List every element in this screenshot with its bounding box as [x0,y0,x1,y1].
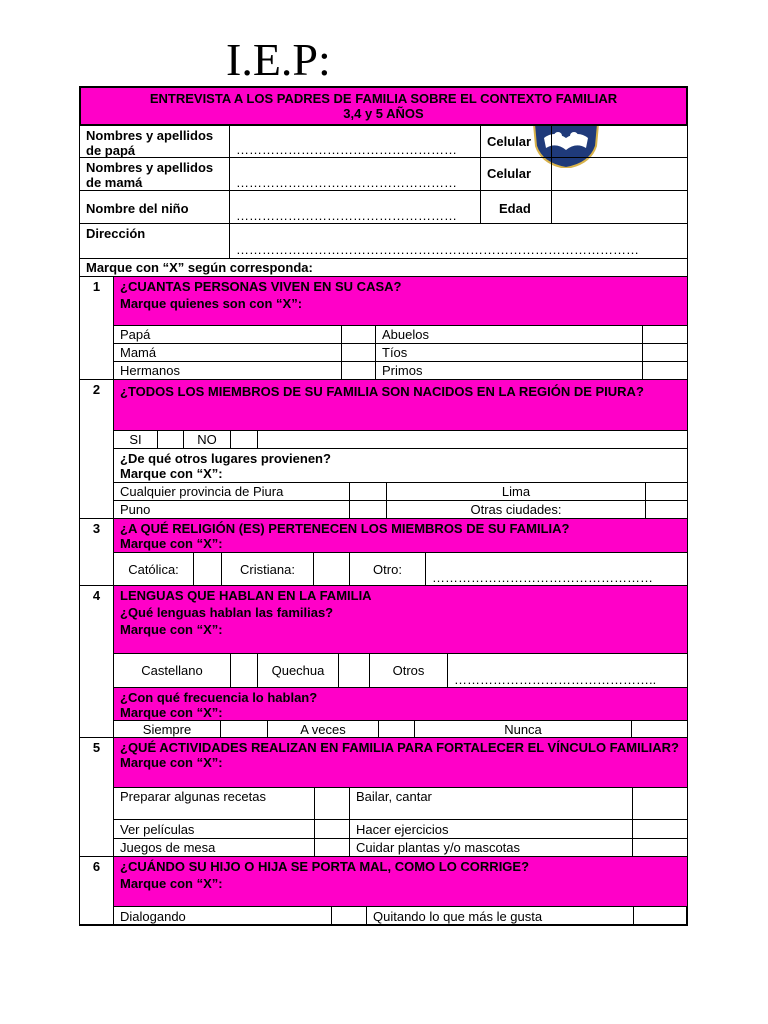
q6-check-quitando[interactable] [633,906,688,926]
q3-otro-field[interactable]: …………………………………………… [425,552,688,586]
q1-check-primos[interactable] [642,361,688,380]
q3-header: ¿A QUÉ RELIGIÓN (ES) PERTENECEN LOS MIEMBROS DE SU FAMILIA? Marque con “X”: [113,518,688,553]
papa-celular-field[interactable] [551,125,688,158]
papa-celular-label: Celular [480,125,552,158]
q5-option-plantas: Cuidar plantas y/o mascotas [349,838,633,857]
q3-option-cristiana: Cristiana: [221,552,314,586]
nino-label: Nombre del niño [79,190,230,224]
q5-check-recetas[interactable] [314,787,350,820]
q2-check-no[interactable] [230,430,258,449]
q1-option-primos: Primos [375,361,643,380]
q5-check-peliculas[interactable] [314,819,350,839]
q2-option-lima: Lima [386,482,646,501]
q2-check-puno[interactable] [349,500,387,519]
q3-option-otro: Otro: [349,552,426,586]
q4-option-nunca: Nunca [414,720,632,738]
q2-option-no: NO [183,430,231,449]
q6-check-dialogando[interactable] [331,906,367,926]
q2-option-puno: Puno [113,500,350,519]
q4-option-castellano: Castellano [113,653,231,688]
q1-check-tios[interactable] [642,343,688,362]
q4-frequency-header: ¿Con qué frecuencia lo hablan? Marque con “X”: [113,687,688,721]
form-title-line1: ENTREVISTA A LOS PADRES DE FAMILIA SOBRE EL CONTEXTO FAMILIAR [149,91,618,106]
q1-option-mama: Mamá [113,343,342,362]
direccion-field[interactable]: ………………………………………………………………………………… [229,223,688,259]
q2-subheader: ¿De qué otros lugares provienen? Marque con “X”: [113,448,688,483]
edad-field[interactable] [551,190,688,224]
q4-check-aveces[interactable] [378,720,415,738]
q4-option-quechua: Quechua [257,653,339,688]
instruction-text: Marque con “X” según corresponda: [79,258,688,277]
q1-option-papa: Papá [113,325,342,344]
q1-option-tios: Tíos [375,343,643,362]
q6-header: ¿CUÁNDO SU HIJO O HIJA SE PORTA MAL, COMO LO CORRIGE? Marque con “X”: [113,856,688,907]
papa-name-field[interactable]: …………………………………………… [229,125,481,158]
q5-check-bailar[interactable] [632,787,688,820]
q5-check-ejercicios[interactable] [632,819,688,839]
q2-number: 2 [79,379,114,519]
q1-header: ¿CUANTAS PERSONAS VIVEN EN SU CASA? Marque quienes son con “X”: [113,276,688,326]
q5-option-bailar: Bailar, cantar [349,787,633,820]
form-title [79,86,688,126]
q2-check-otras[interactable] [645,500,688,519]
edad-label: Edad [480,190,552,224]
q4-header: LENGUAS QUE HABLAN EN LA FAMILIA ¿Qué lenguas hablan las familias? Marque con “X”: [113,585,688,654]
q5-header: ¿QUÉ ACTIVIDADES REALIZAN EN FAMILIA PARA FORTALECER EL VÍNCULO FAMILIAR? Marque con “X”: [113,737,688,788]
q5-option-peliculas: Ver películas [113,819,315,839]
q6-number: 6 [79,856,114,926]
q5-check-juegos[interactable] [314,838,350,857]
q4-check-nunca[interactable] [631,720,688,738]
q3-number: 3 [79,518,114,586]
q2-option-otras: Otras ciudades: [386,500,646,519]
q6-option-quitando: Quitando lo que más le gusta [366,906,634,926]
mama-celular-label: Celular [480,157,552,191]
q1-check-papa[interactable] [341,325,376,344]
q2-blank [257,430,688,449]
mama-name-field[interactable]: …………………………………………… [229,157,481,191]
q4-check-quechua[interactable] [338,653,370,688]
q4-option-otros: Otros [369,653,448,688]
q4-option-aveces: A veces [267,720,379,738]
mama-label: Nombres y apellidos de mamá [79,157,230,191]
mama-celular-field[interactable] [551,157,688,191]
q2-header: ¿TODOS LOS MIEMBROS DE SU FAMILIA SON NACIDOS EN LA REGIÓN DE PIURA? [113,379,688,431]
q5-number: 5 [79,737,114,857]
q2-check-si[interactable] [157,430,184,449]
q4-option-siempre: Siempre [113,720,221,738]
direccion-label: Dirección [79,223,230,259]
q5-option-juegos: Juegos de mesa [113,838,315,857]
q4-check-castellano[interactable] [230,653,258,688]
q2-option-piura: Cualquier provincia de Piura [113,482,350,501]
q1-check-mama[interactable] [341,343,376,362]
q3-option-catolica: Católica: [113,552,194,586]
nino-name-field[interactable]: …………………………………………… [229,190,481,224]
q3-check-cristiana[interactable] [313,552,350,586]
q1-check-hermanos[interactable] [341,361,376,380]
iep-heading: I.E.P: [226,34,331,85]
q6-option-dialogando: Dialogando [113,906,332,926]
q4-number: 4 [79,585,114,738]
q2-check-piura[interactable] [349,482,387,501]
q2-option-si: SI [113,430,158,449]
q3-check-catolica[interactable] [193,552,222,586]
q4-check-siempre[interactable] [220,720,268,738]
form-title-line2: 3,4 y 5 AÑOS [343,106,424,121]
q1-option-abuelos: Abuelos [375,325,643,344]
q2-check-lima[interactable] [645,482,688,501]
q5-option-recetas: Preparar algunas recetas [113,787,315,820]
q4-otros-field[interactable]: ……………………………………….. [447,653,688,688]
q1-option-hermanos: Hermanos [113,361,342,380]
q1-check-abuelos[interactable] [642,325,688,344]
q5-option-ejercicios: Hacer ejercicios [349,819,633,839]
papa-label: Nombres y apellidos de papá [79,125,230,158]
q1-number: 1 [79,276,114,380]
q5-check-plantas[interactable] [632,838,688,857]
